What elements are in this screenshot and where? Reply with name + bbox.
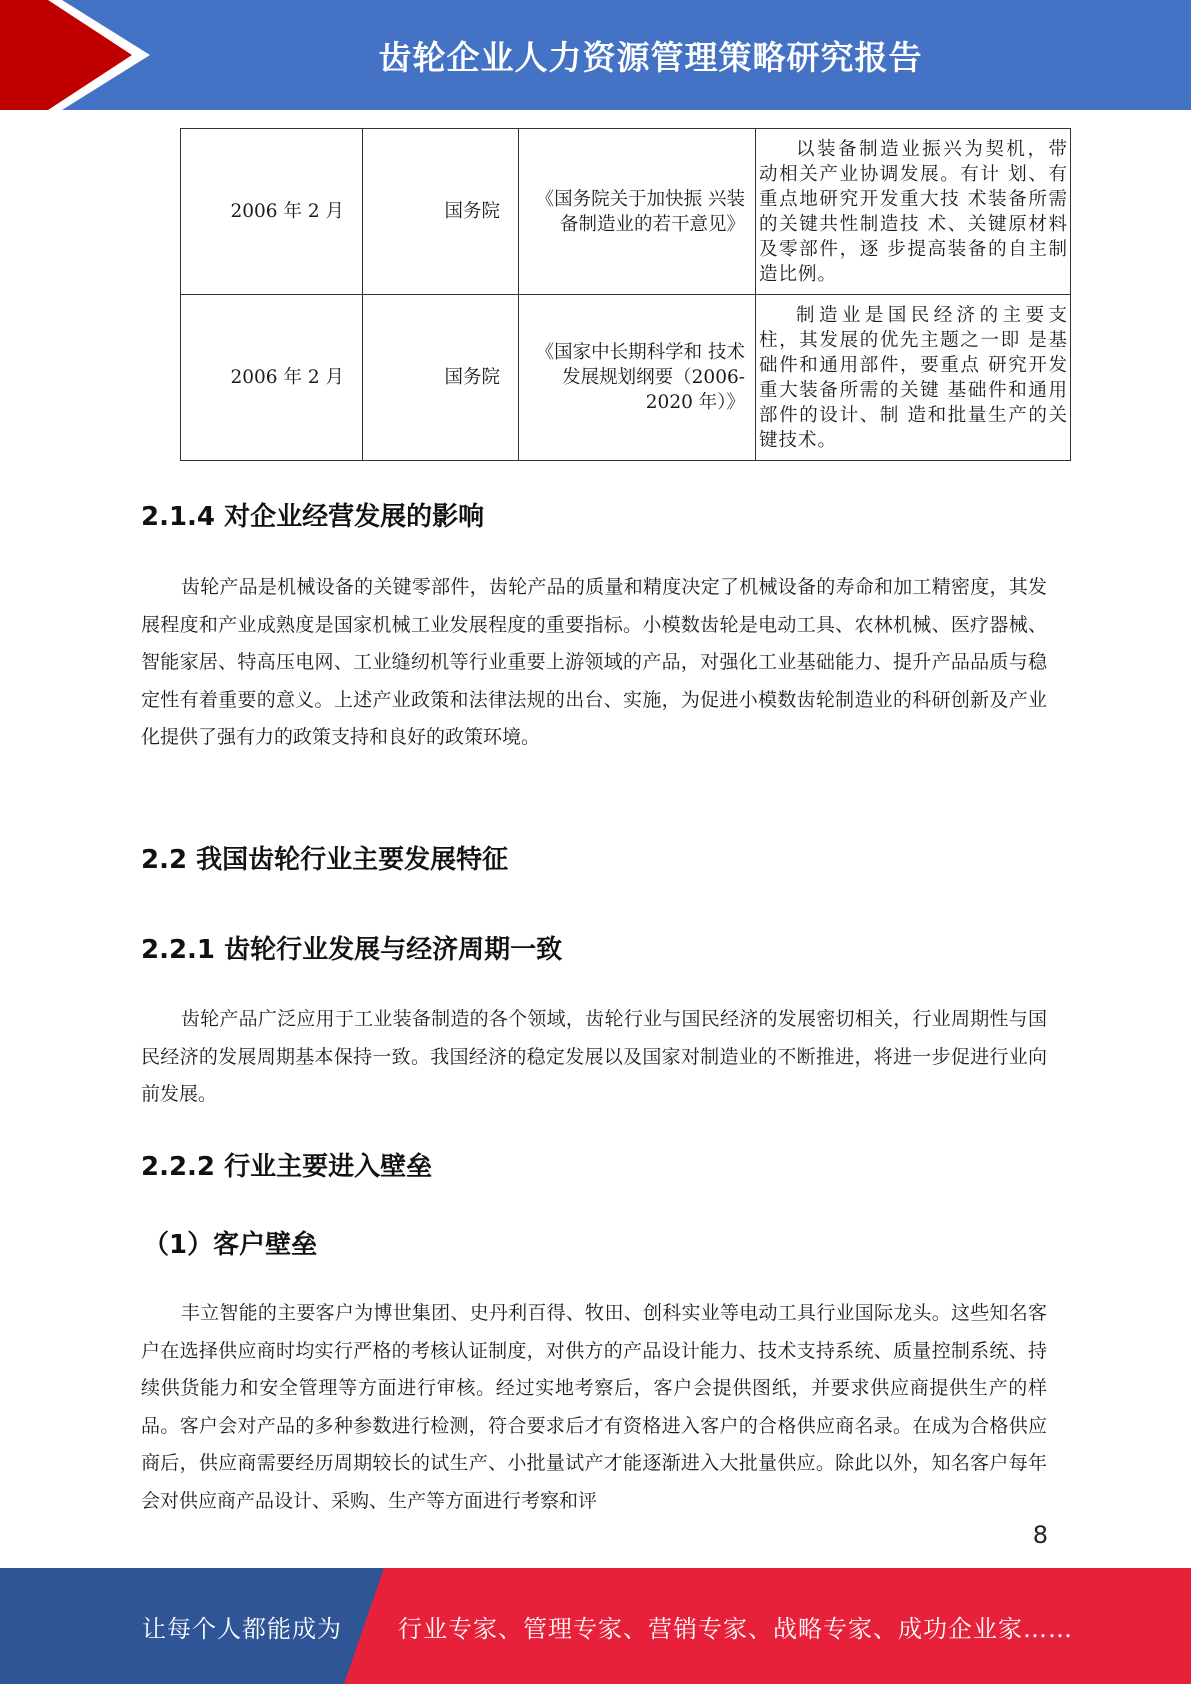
paragraph-2-1-4: 齿轮产品是机械设备的关键零部件，齿轮产品的质量和精度决定了机械设备的寿命和加工精密度，其发展程度和产业成熟度是国家机械工业发展程度的重要指标。小模数齿轮是电动工具、农林机械、医疗器械、智能家居、特高压电网、工业缝纫机等行业重要上游领域的产品，对强化工业基础能力、提升产品品质与稳定性有着重要的意义。上述产业政策和法律法规的出台、实施，为促进小模数齿轮制造业的科研创新及产业化提供了强有力的政策支持和良好的政策环境。: [141, 576, 1047, 748]
header-arrow-icon: [0, 0, 150, 110]
policy-description: 以装备制造业振兴为契机，带动相关产业协调发展。有计 划、有重点地研究开发重大技 术装备所需的关键共性制造技 术、关键原材料及零部件，逐 步提高装备的自主制造比例。: [756, 129, 1071, 295]
report-title: 齿轮企业人力资源管理策略研究报告: [378, 37, 923, 77]
heading-2-2-1: 2.2.1 齿轮行业发展与经济周期一致: [141, 935, 563, 965]
paragraph-2-2-1: 齿轮产品广泛应用于工业装备制造的各个领域，齿轮行业与国民经济的发展密切相关，行业周期性与国民经济的发展周期基本保持一致。我国经济的稳定发展以及国家对制造业的不断推进，将进一步促进行业向前发展。: [141, 1008, 1047, 1105]
policy-table: [180, 128, 1071, 461]
policy-document: 《国务院关于加快振 兴装备制造业的若干意见》: [519, 129, 756, 295]
footer-slogan-left: 让每个人都能成为: [142, 1614, 342, 1643]
table-row: [181, 129, 1071, 295]
policy-description: 制造业是国民经济的主要支柱，其发展的优先主题之一即 是基础件和通用部件，要重点 研究开发重大装备所需的关键 基础件和通用部件的设计、制 造和批量生产的关键技术。: [756, 295, 1071, 461]
policy-date: 2006 年 2 月: [181, 129, 363, 295]
page-header: [0, 0, 1191, 110]
policy-document: 《国家中长期科学和 技术发展规划纲要（2006-2020 年）》: [519, 295, 756, 461]
heading-customer-barrier: （1）客户壁垒: [143, 1230, 318, 1260]
heading-2-2-2: 2.2.2 行业主要进入壁垒: [141, 1152, 433, 1182]
policy-date: 2006 年 2 月: [181, 295, 363, 461]
table-row: [181, 295, 1071, 461]
policy-issuer: 国务院: [363, 129, 519, 295]
heading-2-1-4: 2.1.4 对企业经营发展的影响: [141, 502, 485, 532]
page-footer: [0, 1568, 1191, 1684]
heading-2-2: 2.2 我国齿轮行业主要发展特征: [141, 845, 509, 875]
page-number: 8: [1032, 1521, 1048, 1549]
footer-slogan-right: 行业专家、管理专家、营销专家、战略专家、成功企业家……: [398, 1614, 1073, 1643]
policy-issuer: 国务院: [363, 295, 519, 461]
paragraph-customer-barrier: 丰立智能的主要客户为博世集团、史丹利百得、牧田、创科实业等电动工具行业国际龙头。这些知名客户在选择供应商时均实行严格的考核认证制度，对供方的产品设计能力、技术支持系统、质量控制系统、持续供货能力和安全管理等方面进行审核。经过实地考察后，客户会提供图纸，并要求供应商提供生产的样品。客户会对产品的多种参数进行检测，符合要求后才有资格进入客户的合格供应商名录。在成为合格供应商后，供应商需要经历周期较长的试生产、小批量试产才能逐渐进入大批量供应。除此以外，知名客户每年会对供应商产品设计、采购、生产等方面进行考察和评: [141, 1302, 1047, 1512]
